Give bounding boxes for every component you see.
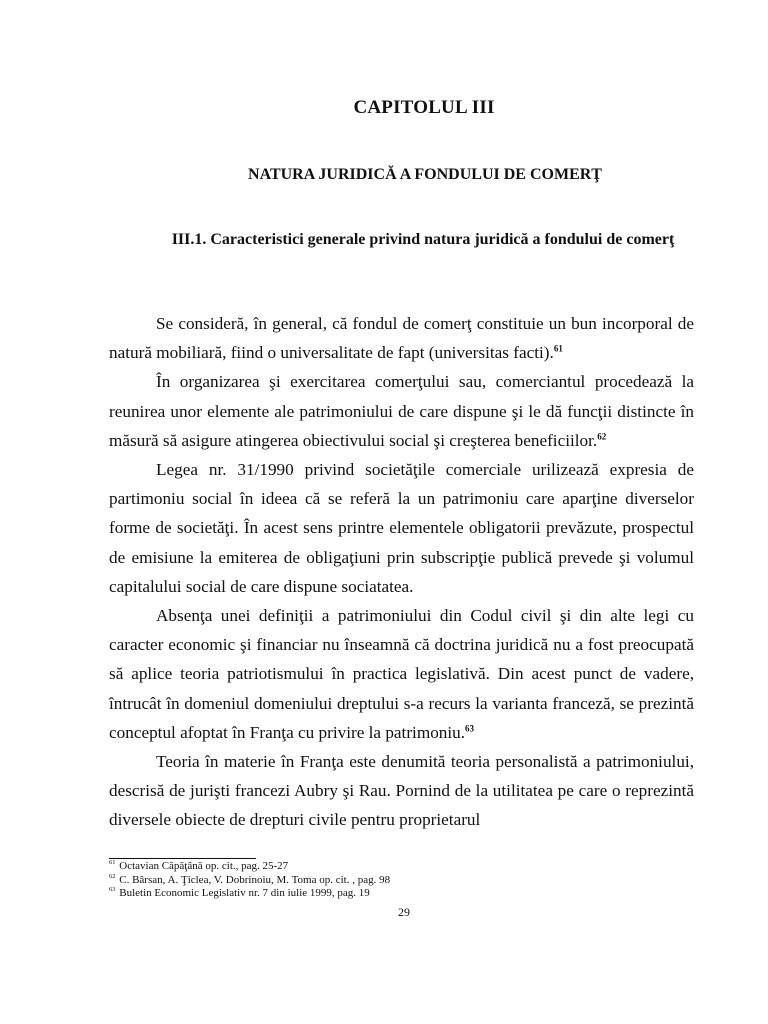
page-number: 29 — [398, 905, 410, 919]
paragraph — [109, 747, 694, 835]
paragraph-text: Teoria în materie în Franţa este denumită teoria personalistă a patrimoniului, descrisă de jurişti francezi Aubry şi Rau. Pornind de la utilitatea pe care o reprezintă diversele obiecte de drepturi civile pentru proprietarul — [109, 752, 694, 830]
footnote — [109, 887, 694, 901]
paragraph — [109, 601, 694, 747]
footnote-number: 61 — [109, 859, 116, 867]
paragraph — [109, 309, 694, 367]
chapter-title: CAPITOLUL III — [353, 97, 495, 118]
paragraph-text: În organizarea şi exercitarea comerţului sau, comerciantul procedează la reunirea unor elemente ale patrimoniului de care dispune şi le dă funcţii distincte în măsură să asigure atingerea obiectivului social şi creşterea beneficiilor. — [109, 372, 694, 450]
footnote — [109, 860, 694, 874]
paragraph-text: Se consideră, în general, că fondul de comerţ constituie un bun incorporal de natură mobiliară, fiind o universalitate de fapt (universitas facti). — [109, 314, 694, 363]
footnotes — [109, 860, 694, 901]
section-heading: III.1. Caracteristici generale privind natura juridică a fondului de comerţ — [171, 231, 675, 248]
footnote-ref: 61 — [553, 343, 563, 354]
paragraph-text: Legea nr. 31/1990 privind societăţile comerciale urilizează expresia de partimoniu social în ideea că se referă la un patrimoniu care aparţine diverselor forme de societăţi. În acest sens printre elementele obligatorii prevăzute, prospectul de emisiune la emiterea de obligaţiuni prin subscripţie publică prevede şi volumul capitalului social de care dispune sociatatea. — [109, 460, 694, 596]
paragraph — [109, 455, 694, 601]
footnote-separator — [109, 858, 256, 859]
body-text — [109, 309, 694, 835]
footnote-text: Octavian Căpăţână op. cit., pag. 25-27 — [119, 860, 289, 872]
footnote-ref: 62 — [597, 431, 607, 442]
chapter-subtitle: NATURA JURIDICĂ A FONDULUI DE COMERŢ — [248, 166, 602, 183]
footnote-number: 62 — [109, 872, 116, 880]
paragraph-text: Absenţa unei definiţii a patrimoniului din Codul civil şi din alte legi cu caracter economic şi financiar nu înseamnă că doctrina juridică nu a fost preocupată să aplice teoria patriotismului în practica legislativă. Din acest punct de vadere, întrucât în domeniul domeniului dreptului s-a recurs la varianta franceză, se prezintă conceptul afoptat în Franţa cu privire la patrimoniu. — [109, 606, 694, 742]
footnote-ref: 63 — [465, 723, 475, 734]
footnote — [109, 874, 694, 888]
footnote-number: 63 — [109, 886, 116, 894]
footnote-text: C. Bârsan, A. Ţiclea, V. Dobrinoiu, M. Toma op. cit. , pag. 98 — [119, 873, 391, 886]
paragraph — [109, 367, 694, 455]
footnote-text: Buletin Economic Legislativ nr. 7 din iulie 1999, pag. 19 — [119, 887, 370, 899]
